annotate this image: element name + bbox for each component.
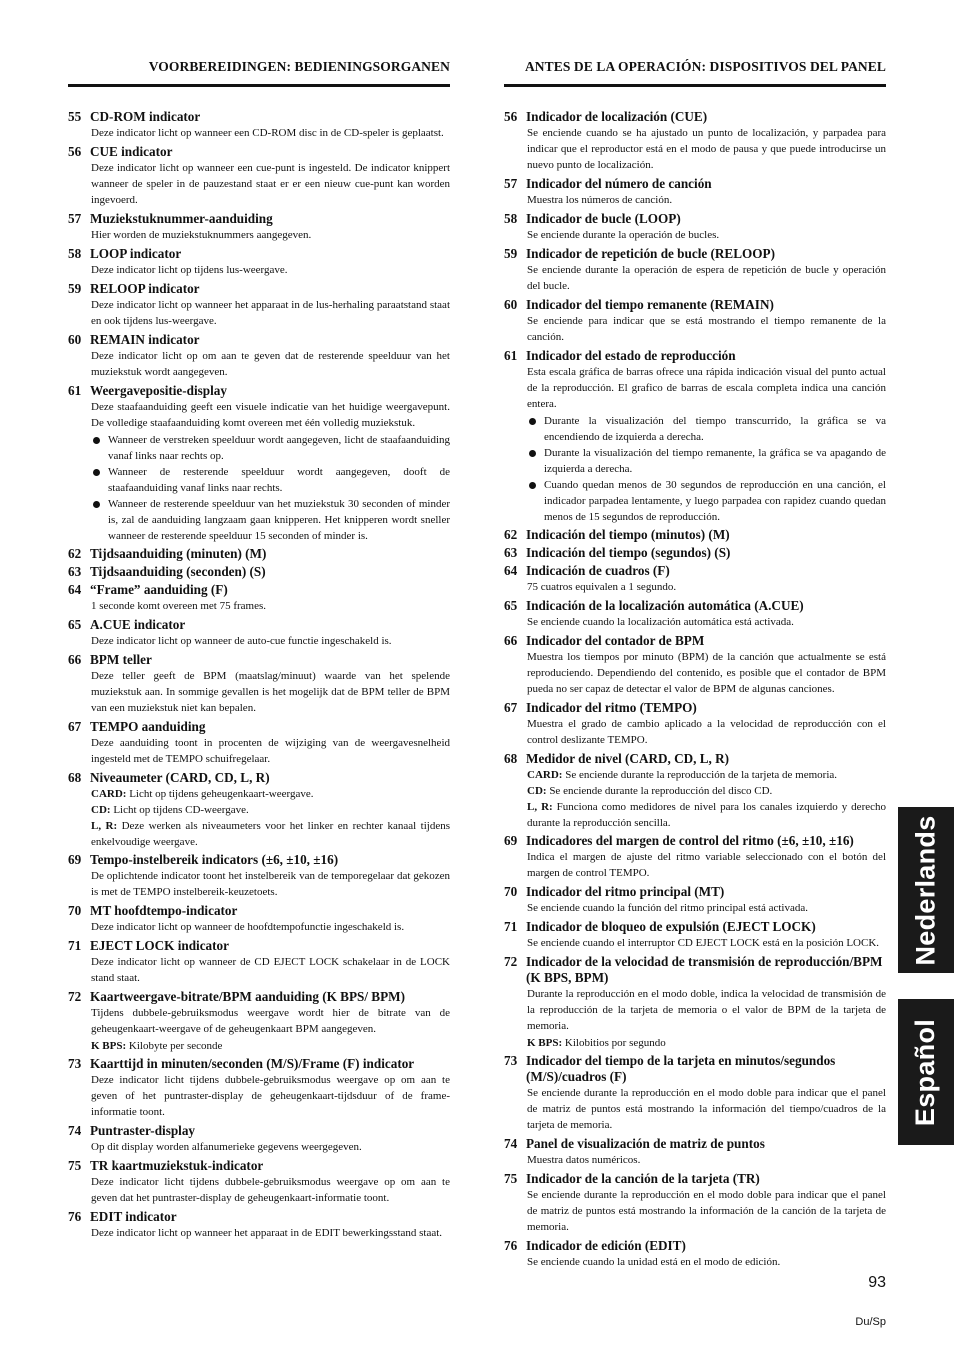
entry-title: Indicación de cuadros (F) xyxy=(526,563,670,578)
entry-title: Indicador del tiempo remanente (REMAIN) xyxy=(526,297,774,312)
sub-item xyxy=(527,799,886,831)
sub-item-label: L, R: xyxy=(91,820,118,832)
sub-item-label: CD: xyxy=(527,785,547,797)
entry-number: 66 xyxy=(504,633,518,648)
entry-description-text: Se enciende durante la reproducción en el modo doble para indicar que el panel de matriz de puntos está mostrando la información del tiempo/cuadros de la tarjeta de memoria. xyxy=(527,1087,886,1131)
entry-item xyxy=(68,989,450,1054)
entry-number: 58 xyxy=(68,246,82,261)
bullet-item: Wanneer de verstreken speelduur wordt aangegeven, licht de staafaanduiding vanaf links naar rechts op. xyxy=(91,432,450,464)
entry-heading xyxy=(68,582,450,598)
entry-description xyxy=(527,716,886,749)
entry-title: Kaarttijd in minuten/seconden (M/S)/Frame (F) indicator xyxy=(90,1056,415,1071)
entry-description xyxy=(91,1225,450,1242)
entry-description-text: Deze indicator licht tijdens dubbele-gebruiksmodus weergave op om aan te geven of het puntraster-display de geheugenkaart-tijdsduur of de frame-informatie toont. xyxy=(91,1074,450,1118)
entry-title: Indicador de la canción de la tarjeta (TR) xyxy=(526,1171,760,1186)
entry-title: RELOOP indicator xyxy=(90,281,200,296)
entry-heading xyxy=(504,176,886,192)
entry-description-text: Deze indicator licht op wanneer een CD-ROM disc in de CD-speler is geplaatst. xyxy=(91,127,444,139)
entry-description xyxy=(91,297,450,330)
entry-title: REMAIN indicator xyxy=(90,332,200,347)
entry-item xyxy=(68,332,450,381)
entry-number: 73 xyxy=(504,1053,518,1068)
entry-title: Panel de visualización de matriz de puntos xyxy=(526,1136,765,1151)
entry-number: 75 xyxy=(504,1171,518,1186)
sub-item xyxy=(91,1038,450,1054)
entry-item xyxy=(68,582,450,615)
entry-description xyxy=(91,598,450,615)
entry-heading xyxy=(68,652,450,668)
entry-number: 63 xyxy=(68,564,82,579)
sub-item xyxy=(527,767,886,783)
entry-description xyxy=(91,1072,450,1121)
entry-description-text: Deze indicator licht op wanneer het apparaat in de EDIT bewerkingsstand staat. xyxy=(91,1227,443,1239)
sub-item-text: Se enciende durante la reproducción de la tarjeta de memoria. xyxy=(565,769,838,781)
entry-title: Indicador del estado de reproducción xyxy=(526,348,736,363)
entry-item xyxy=(68,617,450,650)
entry-heading xyxy=(68,564,450,580)
entry-description xyxy=(527,227,886,244)
sub-item xyxy=(527,1035,886,1051)
entry-description xyxy=(91,1139,450,1156)
entry-title: Indicador de la velocidad de transmisión de reproducción/BPM (K BPS, BPM) xyxy=(526,954,883,985)
entry-number: 63 xyxy=(504,545,518,560)
sub-item-text: Licht op tijdens CD-weergave. xyxy=(113,804,249,816)
entry-title: Indicador de bucle (LOOP) xyxy=(526,211,681,226)
entry-description xyxy=(527,849,886,882)
entry-description xyxy=(91,1174,450,1207)
entry-number: 62 xyxy=(504,527,518,542)
entry-number: 75 xyxy=(68,1158,82,1173)
sub-item-label: CARD: xyxy=(91,788,127,800)
entry-heading xyxy=(504,919,886,935)
nederlands-language-tab xyxy=(898,807,954,973)
sub-item xyxy=(91,818,450,850)
page-number: 93 xyxy=(868,1274,886,1291)
bullet-list xyxy=(527,413,886,525)
entry-description xyxy=(527,1152,886,1169)
entry-heading xyxy=(68,617,450,633)
sub-item-text: Licht op tijdens geheugenkaart-weergave. xyxy=(129,788,314,800)
entry-number: 71 xyxy=(68,938,82,953)
entry-item xyxy=(504,954,886,1051)
entry-description-text: Durante la reproducción en el modo doble, indica la velocidad de transmisión de la reproducción de la tarjeta de memoria o el valor de BPM de la tarjeta de memoria. xyxy=(527,988,886,1032)
entry-description xyxy=(527,125,886,174)
entry-item xyxy=(68,281,450,330)
entry-item xyxy=(504,297,886,346)
entry-heading xyxy=(504,211,886,227)
entry-title: Tempo-instelbereik indicators (±6, ±10, ±16) xyxy=(90,852,339,867)
language-code: Du/Sp xyxy=(855,1316,886,1328)
entry-heading xyxy=(504,633,886,649)
entry-item xyxy=(68,1209,450,1242)
entry-item xyxy=(504,751,886,831)
sub-item-text: Kilobyte per seconde xyxy=(128,1040,223,1052)
entry-item xyxy=(68,719,450,768)
left-column-header: VOORBEREIDINGEN: BEDIENINGSORGANEN xyxy=(68,56,450,87)
entry-heading xyxy=(68,719,450,735)
bullet-item: Wanneer de resterende speelduur van het muziekstuk 30 seconden of minder is, zal de aanduiding langzaam gaan knipperen. Het knipperen wordt sneller wanneer de resterende speelduur 15 seconden of minder is. xyxy=(91,496,450,544)
entry-number: 60 xyxy=(504,297,518,312)
entry-description xyxy=(527,986,886,1035)
entry-description xyxy=(527,935,886,952)
entry-description-text: Deze indicator licht op wanneer een cue-punt is ingesteld. De indicator knippert wanneer de speler in de pauzestand staat er er een nieuw cue-punt kan worden ingevoerd. xyxy=(91,162,450,206)
entry-item xyxy=(504,633,886,698)
entry-description-text: Deze indicator licht op om aan te geven dat de resterende speelduur van het muziekstuk wordt aangegeven. xyxy=(91,350,450,378)
entry-number: 70 xyxy=(68,903,82,918)
entry-description-text: Deze indicator licht op wanneer de auto-cue functie ingeschakeld is. xyxy=(91,635,392,647)
entry-item xyxy=(68,109,450,142)
entry-description xyxy=(91,668,450,717)
left-column xyxy=(68,56,450,1244)
entry-number: 72 xyxy=(504,954,518,969)
entry-description-text: Op dit display worden alfanumerieke gegevens weergegeven. xyxy=(91,1141,362,1153)
entry-number: 64 xyxy=(68,582,82,597)
entry-heading xyxy=(504,884,886,900)
entry-item xyxy=(504,545,886,561)
entry-title: Tijdsaanduiding (seconden) (S) xyxy=(90,564,266,579)
entry-number: 66 xyxy=(68,652,82,667)
entry-description xyxy=(91,633,450,650)
entry-title: Indicador de bloqueo de expulsión (EJECT LOCK) xyxy=(526,919,816,934)
entry-number: 68 xyxy=(504,751,518,766)
entry-description xyxy=(527,1254,886,1271)
entry-description-text: Deze indicator licht op wanneer het apparaat in de lus-herhaling paraatstand staat en ook tijdens lus-weergave. xyxy=(91,299,450,327)
sub-item-label: K BPS: xyxy=(527,1037,563,1049)
entry-description-text: Se enciende cuando se ha ajustado un punto de localización, y parpadea para indicar que el reproductor está en el modo de pausa y que puede introducirse un nuevo punto de localización. xyxy=(527,127,886,171)
entry-title: Indicación de la localización automática (A.CUE) xyxy=(526,598,804,613)
right-column-header: ANTES DE LA OPERACIÓN: DISPOSITIVOS DEL PANEL xyxy=(504,56,886,87)
entry-description-text: Esta escala gráfica de barras ofrece una rápida indicación visual del punto actual de la reproducción. El grafico de barras de escala completa indica una canción entera. xyxy=(527,366,886,410)
bullet-item: Durante la visualización del tiempo transcurrido, la gráfica se va encendiendo de izquierda a derecha. xyxy=(527,413,886,445)
entry-title: Indicador de repetición de bucle (RELOOP) xyxy=(526,246,775,261)
entry-title: Indicador de edición (EDIT) xyxy=(526,1238,686,1253)
entry-item xyxy=(68,852,450,901)
entry-item xyxy=(68,1123,450,1156)
entry-item xyxy=(68,144,450,209)
entry-heading xyxy=(68,1158,450,1174)
entry-heading xyxy=(504,1238,886,1254)
entry-heading xyxy=(504,527,886,543)
entry-description xyxy=(527,1187,886,1236)
entry-title: Indicador del ritmo (TEMPO) xyxy=(526,700,697,715)
entry-heading xyxy=(68,1209,450,1225)
entry-heading xyxy=(68,1056,450,1072)
entry-heading xyxy=(504,954,886,986)
entry-title: Medidor de nivel (CARD, CD, L, R) xyxy=(526,751,730,766)
entry-description xyxy=(527,313,886,346)
entry-number: 71 xyxy=(504,919,518,934)
entry-number: 57 xyxy=(504,176,518,191)
sub-item xyxy=(527,783,886,799)
entry-heading xyxy=(504,598,886,614)
entry-number: 62 xyxy=(68,546,82,561)
entry-heading xyxy=(68,903,450,919)
bullet-item: Wanneer de resterende speelduur wordt aangegeven, dooft de staafaanduiding vanaf links naar rechts. xyxy=(91,464,450,496)
entry-description xyxy=(91,868,450,901)
entry-description xyxy=(527,900,886,917)
entry-number: 59 xyxy=(68,281,82,296)
sub-item xyxy=(91,786,450,802)
entry-description xyxy=(527,262,886,295)
entry-number: 73 xyxy=(68,1056,82,1071)
entry-item xyxy=(68,903,450,936)
entry-item xyxy=(504,348,886,525)
entry-title: “Frame” aanduiding (F) xyxy=(90,582,228,597)
entry-heading xyxy=(68,1123,450,1139)
entry-number: 70 xyxy=(504,884,518,899)
entry-title: Indicadores del margen de control del ritmo (±6, ±10, ±16) xyxy=(526,833,854,848)
entry-description xyxy=(527,614,886,631)
entry-description xyxy=(527,579,886,596)
entry-number: 68 xyxy=(68,770,82,785)
entry-description-text: Muestra datos numéricos. xyxy=(527,1154,641,1166)
entry-description xyxy=(91,125,450,142)
sub-item xyxy=(91,802,450,818)
entry-heading xyxy=(504,109,886,125)
entry-item xyxy=(68,652,450,717)
entry-number: 60 xyxy=(68,332,82,347)
entry-number: 67 xyxy=(68,719,82,734)
sub-item-text: Deze werken als niveaumeters voor het linker en rechter kanaal tijdens enkelvoudige weergave. xyxy=(91,820,451,848)
entry-description-text: Hier worden de muziekstuknummers aangegeven. xyxy=(91,229,312,241)
entry-number: 65 xyxy=(504,598,518,613)
entry-number: 72 xyxy=(68,989,82,1004)
entry-title: Puntraster-display xyxy=(90,1123,196,1138)
entry-item xyxy=(504,527,886,543)
entry-item xyxy=(504,598,886,631)
entry-description-text: Tijdens dubbele-gebruiksmodus weergave wordt hier de bitrate van de geheugenkaart-weergave of de geheugenkaart BPM aangegeven. xyxy=(91,1007,450,1035)
entry-description-text: De oplichtende indicator toont het instelbereik van de temporegelaar dat gekozen is met de TEMPO instelbereik-keuzetoets. xyxy=(91,870,450,898)
entry-title: CUE indicator xyxy=(90,144,173,159)
entry-description-text: Muestra los tiempos por minuto (BPM) de la canción que actualmente se está reproduciendo. Dependiendo del contenido, es posible que el contador de BPM pueda no ser capaz de detectar el valor de BPM de algunas canciones. xyxy=(527,651,886,695)
entry-number: 58 xyxy=(504,211,518,226)
entry-description xyxy=(527,1085,886,1134)
entry-description-text: 1 seconde komt overeen met 75 frames. xyxy=(91,600,267,612)
entry-item xyxy=(504,176,886,209)
entry-title: BPM teller xyxy=(90,652,152,667)
entry-title: Indicación del tiempo (minutos) (M) xyxy=(526,527,730,542)
entry-heading xyxy=(504,1136,886,1152)
entry-description-text: Deze indicator licht op wanneer de hoofdtempofunctie ingeschakeld is. xyxy=(91,921,405,933)
entry-description xyxy=(527,364,886,413)
entry-title: Indicador del ritmo principal (MT) xyxy=(526,884,725,899)
entry-description xyxy=(91,735,450,768)
entry-heading xyxy=(68,383,450,399)
sub-item-label: CD: xyxy=(91,804,111,816)
nederlands-tab-label: Nederlands xyxy=(910,814,941,966)
entry-item xyxy=(504,1171,886,1236)
entry-description-text: Deze staafaanduiding geeft een visuele indicatie van het huidige weergavepunt. De volledige staafaanduiding komt overeen met één volledig muziekstuk. xyxy=(91,401,450,429)
entry-item xyxy=(68,938,450,987)
sub-item-label: L, R: xyxy=(527,801,553,813)
entry-title: Weergavepositie-display xyxy=(90,383,227,398)
entry-number: 64 xyxy=(504,563,518,578)
entry-description xyxy=(91,399,450,432)
entry-description-text: Indica el margen de ajuste del ritmo variable seleccionado con el botón del margen de control TEMPO. xyxy=(527,851,886,879)
entry-description xyxy=(91,919,450,936)
entry-title: Indicador del tiempo de la tarjeta en minutos/segundos (M/S)/cuadros (F) xyxy=(526,1053,836,1084)
entry-item xyxy=(504,211,886,244)
entry-number: 76 xyxy=(68,1209,82,1224)
entry-item xyxy=(504,1053,886,1134)
entry-number: 76 xyxy=(504,1238,518,1253)
entry-title: TEMPO aanduiding xyxy=(90,719,206,734)
entry-heading xyxy=(504,297,886,313)
entry-description-text: 75 cuatros equivalen a 1 segundo. xyxy=(527,581,677,593)
entry-description-text: Deze indicator licht op tijdens lus-weergave. xyxy=(91,264,288,276)
entry-description-text: Muestra los números de canción. xyxy=(527,194,673,206)
entry-heading xyxy=(504,1053,886,1085)
entry-description-text: Se enciende durante la reproducción en el modo doble para indicar que el panel de matriz de puntos está mostrando la información de la canción de la tarjeta de memoria. xyxy=(527,1189,886,1233)
entry-heading xyxy=(504,700,886,716)
right-column xyxy=(504,56,886,1273)
entry-item xyxy=(504,1136,886,1169)
entry-heading xyxy=(68,144,450,160)
entry-item xyxy=(68,246,450,279)
entry-number: 61 xyxy=(68,383,82,398)
entry-description-text: Se enciende cuando la función del ritmo principal está activada. xyxy=(527,902,808,914)
bullet-item: Cuando quedan menos de 30 segundos de reproducción en una canción, el indicador parpadea lentamente, y luego parpadea con rapidez cuando quedan menos de 15 segundos de reproducción. xyxy=(527,477,886,525)
left-entry-list xyxy=(68,109,450,1242)
espanol-tab-label: Español xyxy=(910,1018,941,1126)
sub-item-text: Kilobitios por segundo xyxy=(564,1037,666,1049)
entry-description-text: Muestra el grado de cambio aplicado a la velocidad de reproducción con el control deslizante TEMPO. xyxy=(527,718,886,746)
entry-item xyxy=(504,563,886,596)
entry-item xyxy=(504,919,886,952)
entry-title: Indicación del tiempo (segundos) (S) xyxy=(526,545,731,560)
entry-title: EDIT indicator xyxy=(90,1209,177,1224)
entry-heading xyxy=(504,1171,886,1187)
entry-heading xyxy=(504,833,886,849)
entry-title: Tijdsaanduiding (minuten) (M) xyxy=(90,546,267,561)
entry-description xyxy=(91,954,450,987)
entry-item xyxy=(504,109,886,174)
entry-item xyxy=(68,211,450,244)
entry-description xyxy=(91,160,450,209)
entry-item xyxy=(504,700,886,749)
entry-description-text: Se enciende cuando el interruptor CD EJECT LOCK está en la posición LOCK. xyxy=(527,937,880,949)
entry-description xyxy=(91,262,450,279)
entry-title: TR kaartmuziekstuk-indicator xyxy=(90,1158,264,1173)
entry-item xyxy=(68,1056,450,1121)
entry-heading xyxy=(504,751,886,767)
entry-heading xyxy=(68,109,450,125)
sub-item-text: Funciona como medidores de nivel para los canales izquierdo y derecho durante la reproducción sencilla. xyxy=(527,801,886,829)
entry-description-text: Se enciende cuando la unidad está en el modo de edición. xyxy=(527,1256,781,1268)
entry-description xyxy=(91,227,450,244)
entry-number: 65 xyxy=(68,617,82,632)
entry-description-text: Deze teller geeft de BPM (maatslag/minuut) waarde van het spelende muziekstuk aan. In sommige gevallen is het mogelijk dat de BPM teller de BPM van een muziekstuk niet kan bepalen. xyxy=(91,670,450,714)
entry-heading xyxy=(68,332,450,348)
espanol-language-tab xyxy=(898,999,954,1145)
entry-item xyxy=(68,1158,450,1207)
entry-heading xyxy=(68,770,450,786)
entry-item xyxy=(68,546,450,562)
entry-heading xyxy=(68,989,450,1005)
entry-number: 55 xyxy=(68,109,82,124)
entry-number: 61 xyxy=(504,348,518,363)
entry-item xyxy=(68,383,450,544)
entry-number: 74 xyxy=(504,1136,518,1151)
entry-description-text: Deze indicator licht op wanneer de CD EJECT LOCK schakelaar in de LOCK stand staat. xyxy=(91,956,450,984)
entry-description xyxy=(527,192,886,209)
entry-title: Muziekstuknummer-aanduiding xyxy=(90,211,273,226)
entry-heading xyxy=(68,246,450,262)
entry-item xyxy=(504,884,886,917)
entry-number: 69 xyxy=(68,852,82,867)
entry-title: A.CUE indicator xyxy=(90,617,186,632)
right-entry-list xyxy=(504,109,886,1271)
entry-item xyxy=(68,564,450,580)
entry-title: MT hoofdtempo-indicator xyxy=(90,903,238,918)
entry-heading xyxy=(68,852,450,868)
entry-heading xyxy=(504,348,886,364)
sub-item-label: CARD: xyxy=(527,769,563,781)
entry-heading xyxy=(68,211,450,227)
entry-number: 69 xyxy=(504,833,518,848)
entry-description-text: Deze indicator licht tijdens dubbele-gebruiksmodus weergave op om aan te geven dat het puntraster-display de geheugenkaart-informatie toont. xyxy=(91,1176,450,1204)
entry-description-text: Se enciende durante la operación de bucles. xyxy=(527,229,720,241)
entry-item xyxy=(504,833,886,882)
entry-number: 74 xyxy=(68,1123,82,1138)
entry-heading xyxy=(504,563,886,579)
entry-number: 56 xyxy=(68,144,82,159)
sub-item-label: K BPS: xyxy=(91,1040,127,1052)
entry-title: Indicador del contador de BPM xyxy=(526,633,705,648)
entry-title: LOOP indicator xyxy=(90,246,182,261)
entry-title: Indicador de localización (CUE) xyxy=(526,109,708,124)
entry-item xyxy=(68,770,450,850)
entry-number: 59 xyxy=(504,246,518,261)
entry-description xyxy=(527,649,886,698)
entry-title: Indicador del número de canción xyxy=(526,176,712,191)
entry-description-text: Se enciende durante la operación de espera de repetición de bucle y operación del bucle. xyxy=(527,264,886,292)
entry-description-text: Deze aanduiding toont in procenten de wijziging van de weergavesnelheid ingesteld met de TEMPO schuifregelaar. xyxy=(91,737,450,765)
entry-number: 67 xyxy=(504,700,518,715)
entry-title: Niveaumeter (CARD, CD, L, R) xyxy=(90,770,270,785)
entry-description xyxy=(91,1005,450,1038)
entry-heading xyxy=(504,246,886,262)
entry-description-text: Se enciende para indicar que se está mostrando el tiempo remanente de la canción. xyxy=(527,315,886,343)
entry-heading xyxy=(504,545,886,561)
sub-item-text: Se enciende durante la reproducción del disco CD. xyxy=(549,785,773,797)
entry-description xyxy=(91,348,450,381)
entry-heading xyxy=(68,281,450,297)
entry-title: EJECT LOCK indicator xyxy=(90,938,229,953)
entry-title: Kaartweergave-bitrate/BPM aanduiding (K BPS/ BPM) xyxy=(90,989,405,1004)
entry-description-text: Se enciende cuando la localización automática está activada. xyxy=(527,616,794,628)
entry-item xyxy=(504,1238,886,1271)
entry-heading xyxy=(68,546,450,562)
entry-item xyxy=(504,246,886,295)
entry-heading xyxy=(68,938,450,954)
bullet-item: Durante la visualización del tiempo remanente, la gráfica se va apagando de izquierda a derecha. xyxy=(527,445,886,477)
entry-title: CD-ROM indicator xyxy=(90,109,201,124)
bullet-list xyxy=(91,432,450,544)
entry-number: 56 xyxy=(504,109,518,124)
entry-number: 57 xyxy=(68,211,82,226)
